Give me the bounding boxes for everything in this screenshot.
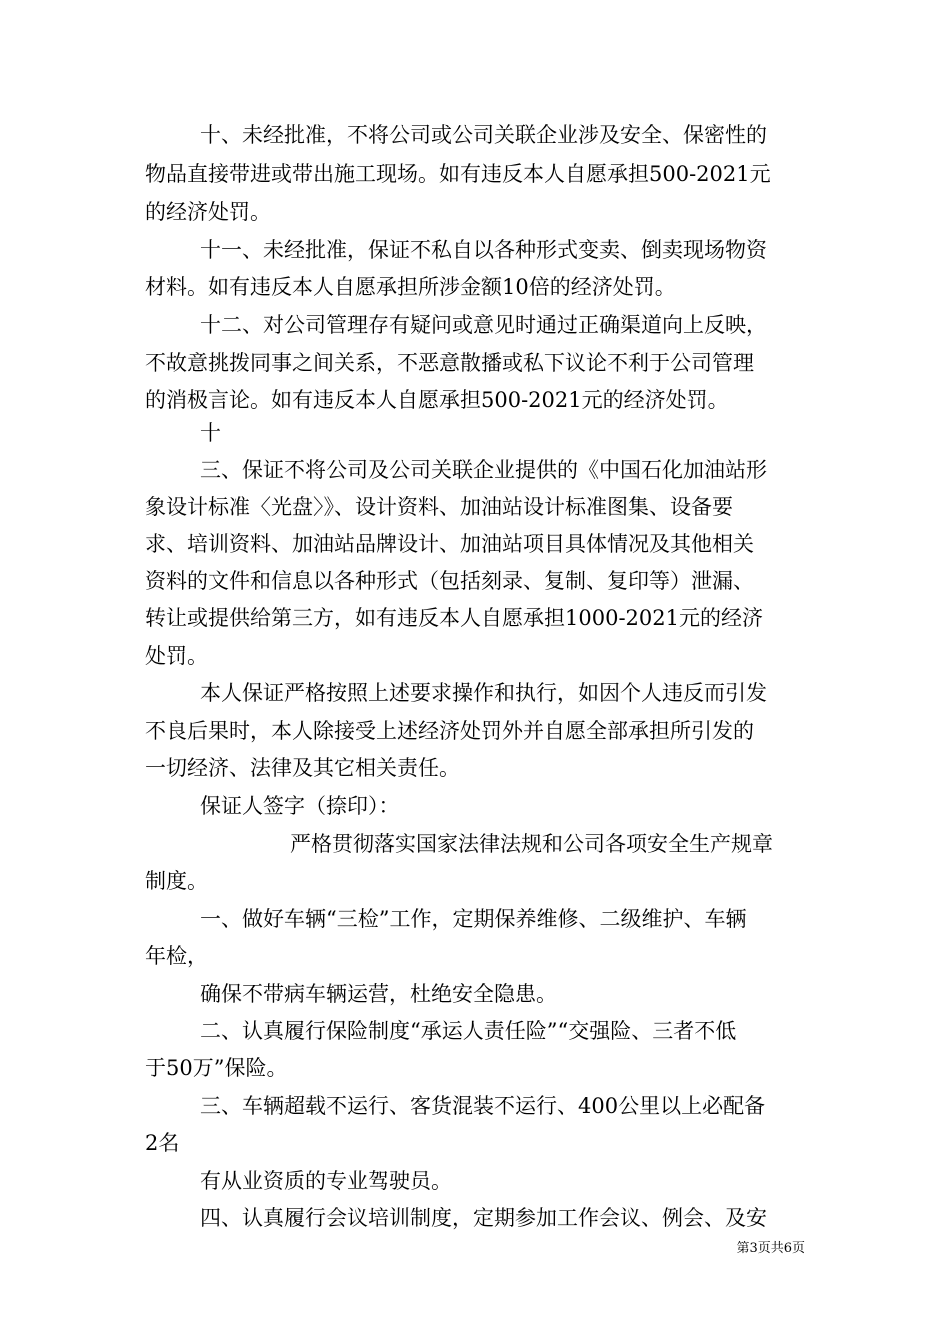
text-line: 转让或提供给第三方，如有违反本人自愿承担1000-2021元的经济 bbox=[145, 606, 763, 630]
text-line: 一、做好车辆“三检”工作，定期保养维修、二级维护、车辆 bbox=[200, 907, 747, 931]
text-line: 物品直接带进或带出施工现场。如有违反本人自愿承担500-2021元 bbox=[145, 162, 771, 186]
text-line: 十 bbox=[200, 421, 221, 445]
text-line: 十二、对公司管理存有疑问或意见时通过正确渠道向上反映， bbox=[200, 313, 767, 337]
text-line: 确保不带病车辆运营，杜绝安全隐患。 bbox=[200, 982, 557, 1006]
text-line: 不良后果时，本人除接受上述经济处罚外并自愿全部承担所引发的 bbox=[145, 719, 754, 743]
text-line: 三、保证不将公司及公司关联企业提供的《中国石化加油站形 bbox=[200, 458, 767, 482]
text-line: 处罚。 bbox=[145, 644, 208, 668]
text-line: 资料的文件和信息以各种形式（包括刻录、复制、复印等）泄漏、 bbox=[145, 569, 754, 593]
text-line: 年检， bbox=[145, 944, 208, 968]
text-line: 三、车辆超载不运行、客货混装不运行、400公里以上必配备 bbox=[200, 1094, 766, 1118]
text-line: 材料。如有违反本人自愿承担所涉金额10倍的经济处罚。 bbox=[145, 275, 676, 299]
text-line: 十一、未经批准，保证不私自以各种形式变卖、倒卖现场物资 bbox=[200, 238, 767, 262]
text-line: 一切经济、法律及其它相关责任。 bbox=[145, 756, 460, 780]
text-line: 制度。 bbox=[145, 869, 208, 893]
text-line: 求、培训资料、加油站品牌设计、加油站项目具体情况及其他相关 bbox=[145, 532, 754, 556]
text-line: 二、认真履行保险制度“承运人责任险”“交强险、三者不低 bbox=[200, 1019, 737, 1043]
text-line: 的消极言论。如有违反本人自愿承担500-2021元的经济处罚。 bbox=[145, 388, 729, 412]
text-line: 不故意挑拨同事之间关系，不恶意散播或私下议论不利于公司管理 bbox=[145, 351, 754, 375]
text-line: 严格贯彻落实国家法律法规和公司各项安全生产规章 bbox=[290, 832, 773, 856]
text-line: 2名 bbox=[145, 1131, 180, 1155]
text-line: 有从业资质的专业驾驶员。 bbox=[200, 1169, 452, 1193]
text-line: 十、未经批准，不将公司或公司关联企业涉及安全、保密性的 bbox=[200, 123, 767, 147]
signature-line: 保证人签字（捺印）： bbox=[200, 794, 400, 818]
text-line: 四、认真履行会议培训制度，定期参加工作会议、例会、及安 bbox=[200, 1206, 767, 1230]
text-line: 于50万”保险。 bbox=[145, 1056, 288, 1080]
text-line: 象设计标准〈光盘〉》、设计资料、加油站设计标准图集、设备要 bbox=[145, 495, 733, 519]
text-line: 的经济处罚。 bbox=[145, 200, 271, 224]
text-line: 本人保证严格按照上述要求操作和执行，如因个人违反而引发 bbox=[200, 681, 767, 705]
page-number: 第3页共6页 bbox=[736, 1241, 805, 1256]
